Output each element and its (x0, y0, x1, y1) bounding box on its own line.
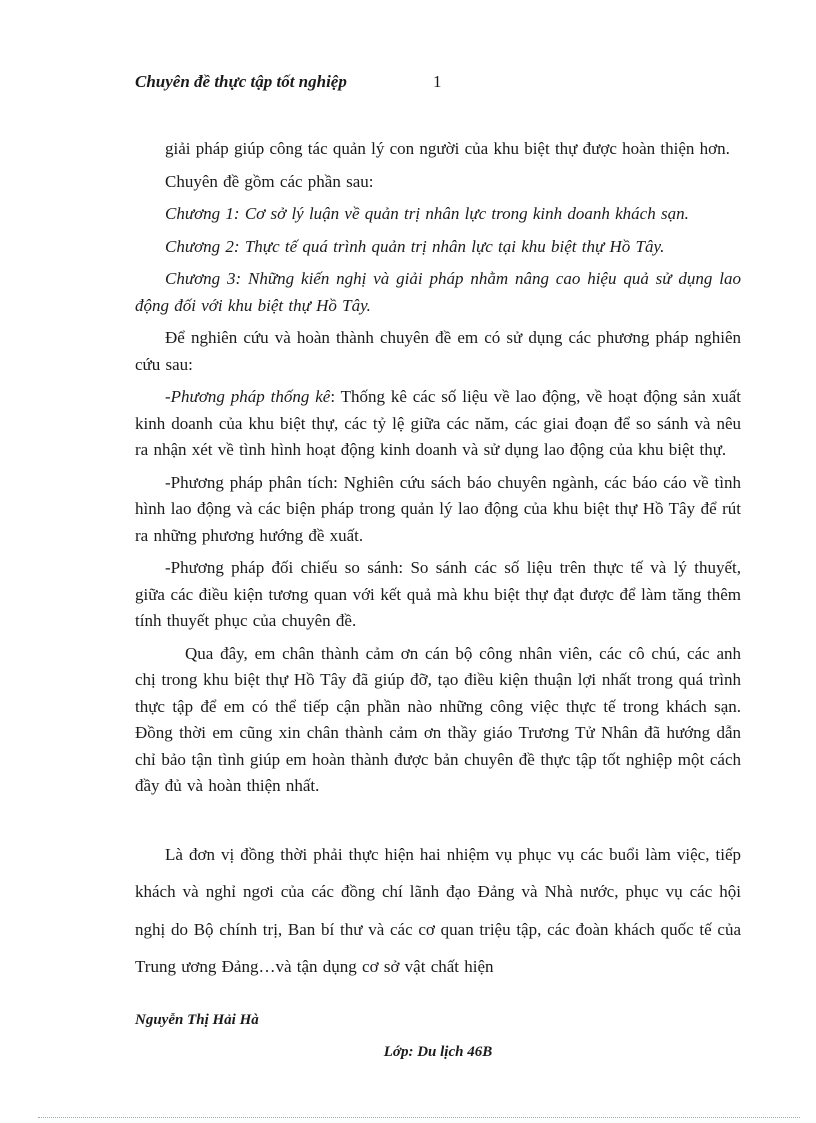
footer-author-name: Nguyễn Thị Hải Hà (135, 1012, 259, 1028)
paragraph-method-comparison: -Phương pháp đối chiếu so sánh: So sánh các số liệu trên thực tế và lý thuyết, giữa các điều kiện tương quan với kết quả mà khu biệt thự đạt được để làm tăng thêm tính thuyết phục của chuyên đề. (135, 558, 741, 630)
paragraph-acknowledgement: Qua đây, em chân thành cảm ơn cán bộ công nhân viên, các cô chú, các anh chị trong khu biệt thự Hồ Tây đã giúp đỡ, tạo điều kiện thuận lợi nhất trong quá trình thực tập để em có thể tiếp cận phần nào những công việc thực tế trong khách sạn. Đồng thời em cũng xin chân thành cảm ơn thầy giáo Trương Tử Nhân đã hướng dẫn chỉ bảo tận tình giúp em hoàn thành được bản chuyên đề thực tập tốt nghiệp một cách đầy đủ và hoàn thiện nhất. (135, 643, 741, 795)
page-number: 1 (433, 72, 442, 91)
paragraph-chapter-2: Chương 2: Thực tế quá trình quản trị nhân lực tại khu biệt thự Hồ Tây. (165, 236, 665, 256)
paragraph-unit-description: Là đơn vị đồng thời phải thực hiện hai nhiệm vụ phục vụ các buổi làm việc, tiếp khách và nghỉ ngơi của các đồng chí lãnh đạo Đảng và Nhà nước, phục vụ các hội nghị do Bộ chính trị, Ban bí thư và các cơ quan triệu tập, các đoàn khách quốc tế của Trung ương Đảng…và tận dụng cơ sở vật chất hiện (135, 844, 741, 976)
header-title: Chuyên đề thực tập tốt nghiệp (135, 72, 347, 91)
footer-class-line: Lớp: Du lịch 46B (383, 1044, 493, 1060)
paragraph-chapter-3: Chương 3: Những kiến nghị và giải pháp nhằm nâng cao hiệu quả sử dụng lao động đối với khu biệt thự Hồ Tây. (135, 269, 741, 315)
method-statistics-body: : Thống kê các số liệu về lao động, về hoạt động sản xuất kinh doanh của khu biệt thự, các tỷ lệ giữa các năm, các giai đoạn để so sánh và nêu ra nhận xét về tình hình hoạt động kinh doanh và sử dụng lao động của khu biệt thự. (135, 387, 741, 459)
paragraph-intro-continuation: giải pháp giúp công tác quản lý con người của khu biệt thự được hoàn thiện hơn. (165, 139, 730, 158)
bottom-dotted-divider (38, 1117, 800, 1118)
page-header (135, 72, 741, 92)
method-statistics-lead: -Phương pháp thống kê (165, 387, 331, 406)
paragraph-parts-intro: Chuyên đề gồm các phần sau: (165, 171, 374, 191)
paragraph-method-statistics (135, 384, 741, 464)
document-body (135, 136, 741, 992)
paragraph-methods-intro: Để nghiên cứu và hoàn thành chuyên đề em có sử dụng các phương pháp nghiên cứu sau: (135, 328, 741, 374)
paragraph-method-analysis: -Phương pháp phân tích: Nghiên cứu sách báo chuyên ngành, các báo cáo về tình hình lao động và các biện pháp trong quản lý lao động của khu biệt thự Hồ Tây để rút ra những phương hướng đề xuất. (135, 472, 741, 545)
paragraph-chapter-1: Chương 1: Cơ sở lý luận về quản trị nhân lực trong kinh doanh khách sạn. (165, 204, 689, 223)
